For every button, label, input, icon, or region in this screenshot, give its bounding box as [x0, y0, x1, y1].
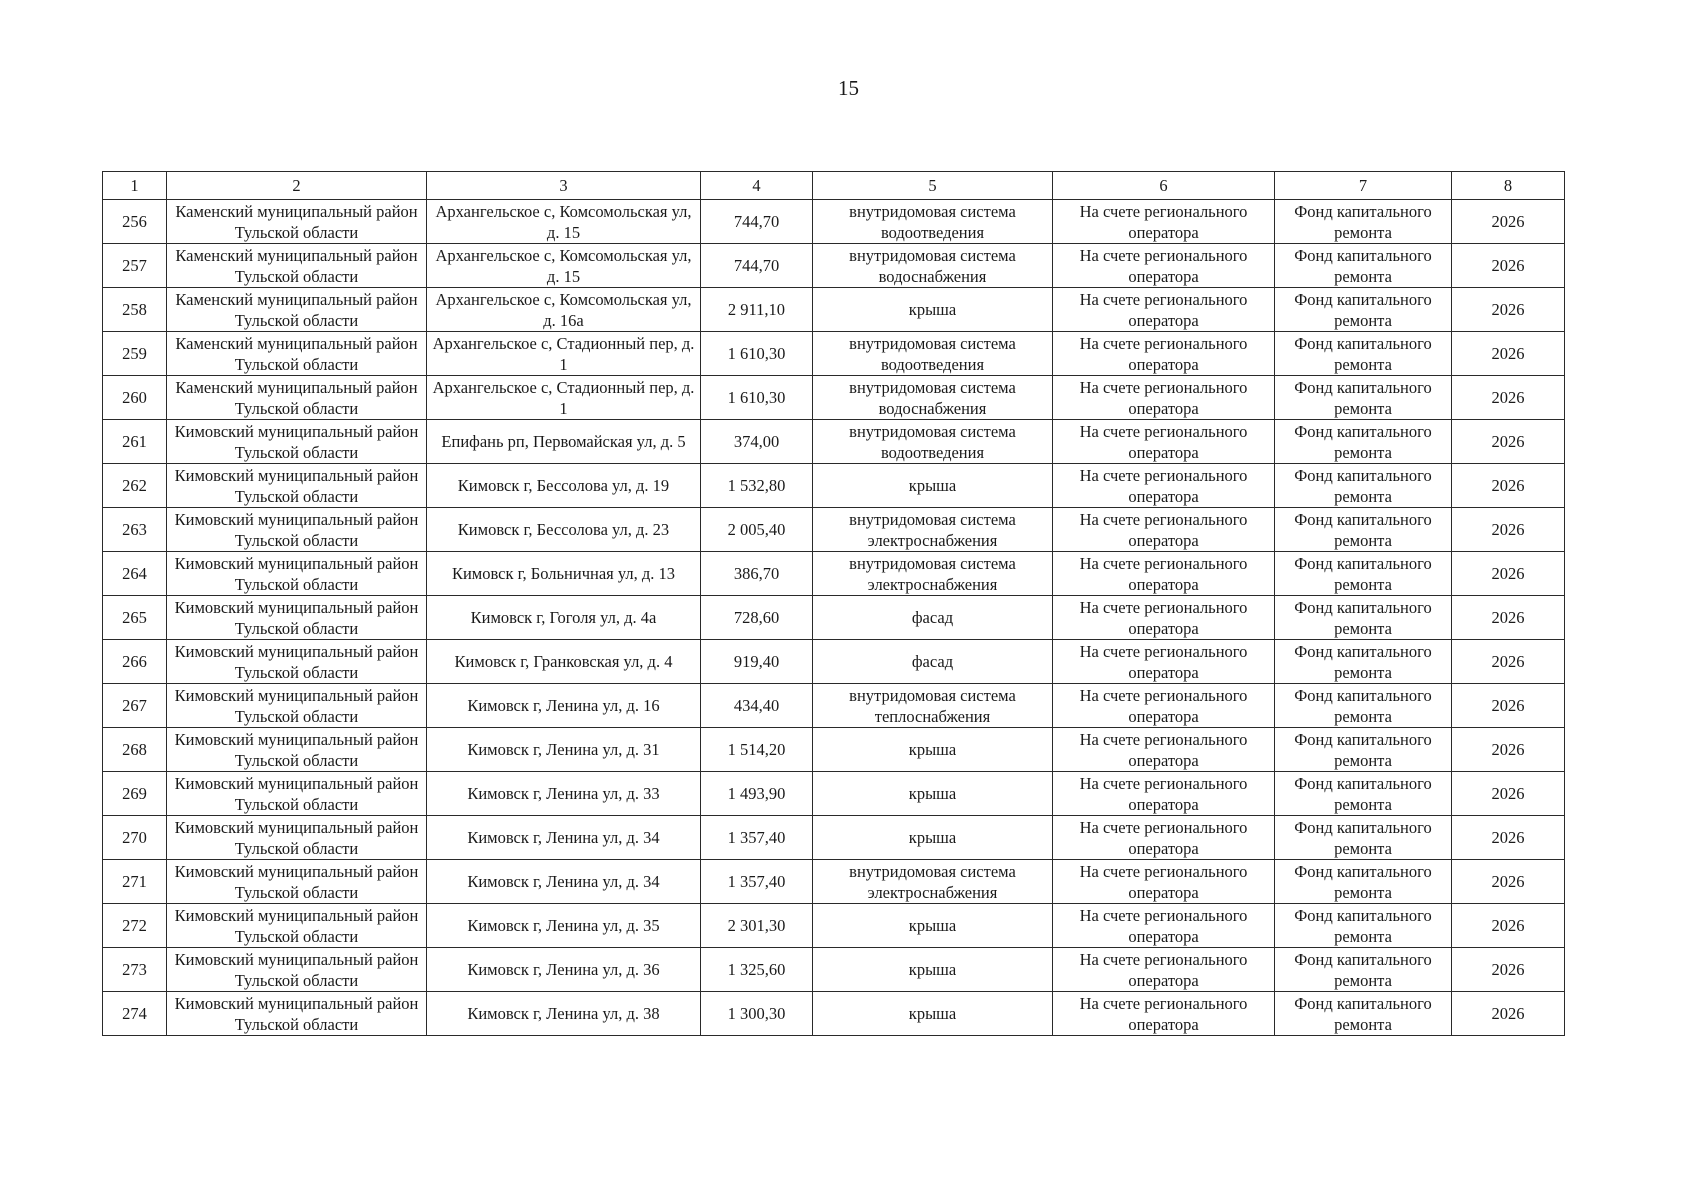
cell-municipality: Кимовский муниципальный район Тульской области: [167, 596, 427, 640]
cell-funds-location: На счете регионального оператора: [1053, 200, 1275, 244]
cell-year: 2026: [1452, 772, 1565, 816]
cell-area: 2 911,10: [701, 288, 813, 332]
cell-work-type: крыша: [813, 464, 1053, 508]
cell-area: 434,40: [701, 684, 813, 728]
cell-work-type: внутридомовая система электроснабжения: [813, 508, 1053, 552]
cell-funding-source: Фонд капитального ремонта: [1275, 376, 1452, 420]
cell-row-number: 274: [103, 992, 167, 1036]
cell-work-type: крыша: [813, 948, 1053, 992]
cell-work-type: внутридомовая система теплоснабжения: [813, 684, 1053, 728]
cell-area: 374,00: [701, 420, 813, 464]
cell-area: 728,60: [701, 596, 813, 640]
cell-address: Архангельское с, Комсомольская ул, д. 15: [427, 244, 701, 288]
cell-work-type: крыша: [813, 288, 1053, 332]
cell-municipality: Каменский муниципальный район Тульской области: [167, 376, 427, 420]
cell-row-number: 258: [103, 288, 167, 332]
cell-row-number: 265: [103, 596, 167, 640]
cell-work-type: внутридомовая система электроснабжения: [813, 860, 1053, 904]
cell-funds-location: На счете регионального оператора: [1053, 728, 1275, 772]
cell-funds-location: На счете регионального оператора: [1053, 948, 1275, 992]
page-number: 15: [838, 76, 859, 100]
table-body: [103, 200, 1565, 1036]
cell-year: 2026: [1452, 288, 1565, 332]
cell-address: Архангельское с, Стадионный пер, д. 1: [427, 332, 701, 376]
cell-funds-location: На счете регионального оператора: [1053, 332, 1275, 376]
cell-row-number: 270: [103, 816, 167, 860]
table-row: [103, 288, 1565, 332]
column-header-4: 4: [701, 172, 813, 200]
cell-funding-source: Фонд капитального ремонта: [1275, 684, 1452, 728]
cell-year: 2026: [1452, 816, 1565, 860]
table-row: [103, 200, 1565, 244]
cell-work-type: внутридомовая система водоотведения: [813, 420, 1053, 464]
cell-funding-source: Фонд капитального ремонта: [1275, 508, 1452, 552]
table-row: [103, 332, 1565, 376]
cell-address: Епифань рп, Первомайская ул, д. 5: [427, 420, 701, 464]
cell-municipality: Кимовский муниципальный район Тульской области: [167, 816, 427, 860]
cell-municipality: Каменский муниципальный район Тульской области: [167, 332, 427, 376]
cell-funds-location: На счете регионального оператора: [1053, 376, 1275, 420]
table-row: [103, 508, 1565, 552]
cell-address: Кимовск г, Бессолова ул, д. 23: [427, 508, 701, 552]
repair-register-table: [102, 171, 1565, 1036]
cell-work-type: крыша: [813, 772, 1053, 816]
cell-municipality: Кимовский муниципальный район Тульской области: [167, 904, 427, 948]
cell-area: 386,70: [701, 552, 813, 596]
cell-funding-source: Фонд капитального ремонта: [1275, 640, 1452, 684]
cell-work-type: внутридомовая система электроснабжения: [813, 552, 1053, 596]
column-header-1: 1: [103, 172, 167, 200]
column-header-6: 6: [1053, 172, 1275, 200]
table-row: [103, 816, 1565, 860]
cell-area: 744,70: [701, 200, 813, 244]
table-row: [103, 684, 1565, 728]
table-row: [103, 904, 1565, 948]
cell-area: 1 514,20: [701, 728, 813, 772]
cell-address: Кимовск г, Ленина ул, д. 34: [427, 860, 701, 904]
cell-row-number: 273: [103, 948, 167, 992]
cell-area: 2 301,30: [701, 904, 813, 948]
cell-year: 2026: [1452, 992, 1565, 1036]
cell-row-number: 267: [103, 684, 167, 728]
cell-funding-source: Фонд капитального ремонта: [1275, 948, 1452, 992]
cell-funds-location: На счете регионального оператора: [1053, 288, 1275, 332]
cell-funds-location: На счете регионального оператора: [1053, 860, 1275, 904]
cell-funds-location: На счете регионального оператора: [1053, 596, 1275, 640]
cell-row-number: 260: [103, 376, 167, 420]
cell-row-number: 269: [103, 772, 167, 816]
table-row: [103, 464, 1565, 508]
cell-row-number: 263: [103, 508, 167, 552]
cell-address: Архангельское с, Стадионный пер, д. 1: [427, 376, 701, 420]
cell-funding-source: Фонд капитального ремонта: [1275, 772, 1452, 816]
cell-municipality: Кимовский муниципальный район Тульской области: [167, 552, 427, 596]
cell-municipality: Кимовский муниципальный район Тульской области: [167, 420, 427, 464]
cell-funds-location: На счете регионального оператора: [1053, 420, 1275, 464]
cell-address: Кимовск г, Гранковская ул, д. 4: [427, 640, 701, 684]
cell-row-number: 257: [103, 244, 167, 288]
table-row: [103, 948, 1565, 992]
cell-area: 1 357,40: [701, 860, 813, 904]
cell-row-number: 268: [103, 728, 167, 772]
cell-municipality: Кимовский муниципальный район Тульской области: [167, 772, 427, 816]
cell-area: 1 493,90: [701, 772, 813, 816]
cell-area: 2 005,40: [701, 508, 813, 552]
cell-row-number: 264: [103, 552, 167, 596]
cell-address: Архангельское с, Комсомольская ул, д. 15: [427, 200, 701, 244]
cell-funds-location: На счете регионального оператора: [1053, 816, 1275, 860]
cell-funding-source: Фонд капитального ремонта: [1275, 860, 1452, 904]
cell-year: 2026: [1452, 376, 1565, 420]
cell-address: Кимовск г, Ленина ул, д. 36: [427, 948, 701, 992]
cell-area: 1 610,30: [701, 376, 813, 420]
cell-funds-location: На счете регионального оператора: [1053, 244, 1275, 288]
cell-funding-source: Фонд капитального ремонта: [1275, 728, 1452, 772]
header-row: [103, 172, 1565, 200]
cell-funds-location: На счете регионального оператора: [1053, 992, 1275, 1036]
cell-year: 2026: [1452, 596, 1565, 640]
column-header-2: 2: [167, 172, 427, 200]
cell-work-type: крыша: [813, 992, 1053, 1036]
cell-address: Кимовск г, Ленина ул, д. 38: [427, 992, 701, 1036]
cell-address: Кимовск г, Ленина ул, д. 31: [427, 728, 701, 772]
cell-area: 1 325,60: [701, 948, 813, 992]
cell-row-number: 256: [103, 200, 167, 244]
cell-funding-source: Фонд капитального ремонта: [1275, 992, 1452, 1036]
cell-municipality: Кимовский муниципальный район Тульской области: [167, 992, 427, 1036]
cell-address: Архангельское с, Комсомольская ул, д. 16а: [427, 288, 701, 332]
table-row: [103, 376, 1565, 420]
cell-funding-source: Фонд капитального ремонта: [1275, 420, 1452, 464]
cell-area: 1 610,30: [701, 332, 813, 376]
cell-year: 2026: [1452, 904, 1565, 948]
cell-funds-location: На счете регионального оператора: [1053, 552, 1275, 596]
table-row: [103, 244, 1565, 288]
cell-year: 2026: [1452, 684, 1565, 728]
table-row: [103, 420, 1565, 464]
cell-row-number: 272: [103, 904, 167, 948]
cell-year: 2026: [1452, 420, 1565, 464]
table-row: [103, 992, 1565, 1036]
cell-area: 1 300,30: [701, 992, 813, 1036]
table-header: [103, 172, 1565, 200]
cell-year: 2026: [1452, 464, 1565, 508]
cell-municipality: Каменский муниципальный район Тульской области: [167, 288, 427, 332]
cell-municipality: Кимовский муниципальный район Тульской области: [167, 640, 427, 684]
cell-funding-source: Фонд капитального ремонта: [1275, 464, 1452, 508]
cell-municipality: Кимовский муниципальный район Тульской области: [167, 948, 427, 992]
cell-address: Кимовск г, Больничная ул, д. 13: [427, 552, 701, 596]
table-row: [103, 552, 1565, 596]
table-row: [103, 728, 1565, 772]
cell-area: 744,70: [701, 244, 813, 288]
cell-work-type: внутридомовая система водоотведения: [813, 200, 1053, 244]
column-header-8: 8: [1452, 172, 1565, 200]
cell-address: Кимовск г, Бессолова ул, д. 19: [427, 464, 701, 508]
cell-work-type: внутридомовая система водоотведения: [813, 332, 1053, 376]
table-row: [103, 860, 1565, 904]
cell-work-type: внутридомовая система водоснабжения: [813, 376, 1053, 420]
cell-municipality: Кимовский муниципальный район Тульской области: [167, 684, 427, 728]
cell-funds-location: На счете регионального оператора: [1053, 640, 1275, 684]
cell-area: 1 532,80: [701, 464, 813, 508]
cell-area: 919,40: [701, 640, 813, 684]
cell-municipality: Каменский муниципальный район Тульской области: [167, 200, 427, 244]
cell-year: 2026: [1452, 200, 1565, 244]
cell-address: Кимовск г, Ленина ул, д. 33: [427, 772, 701, 816]
cell-municipality: Кимовский муниципальный район Тульской области: [167, 860, 427, 904]
cell-funding-source: Фонд капитального ремонта: [1275, 288, 1452, 332]
column-header-7: 7: [1275, 172, 1452, 200]
cell-year: 2026: [1452, 640, 1565, 684]
cell-funds-location: На счете регионального оператора: [1053, 904, 1275, 948]
table-row: [103, 772, 1565, 816]
cell-work-type: крыша: [813, 816, 1053, 860]
cell-row-number: 261: [103, 420, 167, 464]
cell-municipality: Каменский муниципальный район Тульской области: [167, 244, 427, 288]
cell-funding-source: Фонд капитального ремонта: [1275, 816, 1452, 860]
cell-funds-location: На счете регионального оператора: [1053, 508, 1275, 552]
cell-year: 2026: [1452, 244, 1565, 288]
cell-address: Кимовск г, Ленина ул, д. 34: [427, 816, 701, 860]
cell-work-type: фасад: [813, 596, 1053, 640]
cell-funding-source: Фонд капитального ремонта: [1275, 596, 1452, 640]
cell-municipality: Кимовский муниципальный район Тульской области: [167, 728, 427, 772]
cell-year: 2026: [1452, 508, 1565, 552]
cell-municipality: Кимовский муниципальный район Тульской области: [167, 508, 427, 552]
table-row: [103, 640, 1565, 684]
cell-address: Кимовск г, Ленина ул, д. 35: [427, 904, 701, 948]
cell-funds-location: На счете регионального оператора: [1053, 684, 1275, 728]
cell-work-type: внутридомовая система водоснабжения: [813, 244, 1053, 288]
column-header-5: 5: [813, 172, 1053, 200]
cell-funds-location: На счете регионального оператора: [1053, 464, 1275, 508]
cell-address: Кимовск г, Гоголя ул, д. 4а: [427, 596, 701, 640]
cell-area: 1 357,40: [701, 816, 813, 860]
cell-work-type: крыша: [813, 904, 1053, 948]
cell-address: Кимовск г, Ленина ул, д. 16: [427, 684, 701, 728]
cell-municipality: Кимовский муниципальный район Тульской области: [167, 464, 427, 508]
cell-year: 2026: [1452, 552, 1565, 596]
cell-work-type: крыша: [813, 728, 1053, 772]
cell-row-number: 266: [103, 640, 167, 684]
table-row: [103, 596, 1565, 640]
cell-year: 2026: [1452, 332, 1565, 376]
cell-funding-source: Фонд капитального ремонта: [1275, 244, 1452, 288]
cell-year: 2026: [1452, 860, 1565, 904]
cell-row-number: 262: [103, 464, 167, 508]
cell-funding-source: Фонд капитального ремонта: [1275, 332, 1452, 376]
cell-row-number: 259: [103, 332, 167, 376]
cell-year: 2026: [1452, 948, 1565, 992]
cell-work-type: фасад: [813, 640, 1053, 684]
cell-funding-source: Фонд капитального ремонта: [1275, 552, 1452, 596]
cell-funds-location: На счете регионального оператора: [1053, 772, 1275, 816]
cell-funding-source: Фонд капитального ремонта: [1275, 904, 1452, 948]
cell-row-number: 271: [103, 860, 167, 904]
column-header-3: 3: [427, 172, 701, 200]
cell-funding-source: Фонд капитального ремонта: [1275, 200, 1452, 244]
cell-year: 2026: [1452, 728, 1565, 772]
